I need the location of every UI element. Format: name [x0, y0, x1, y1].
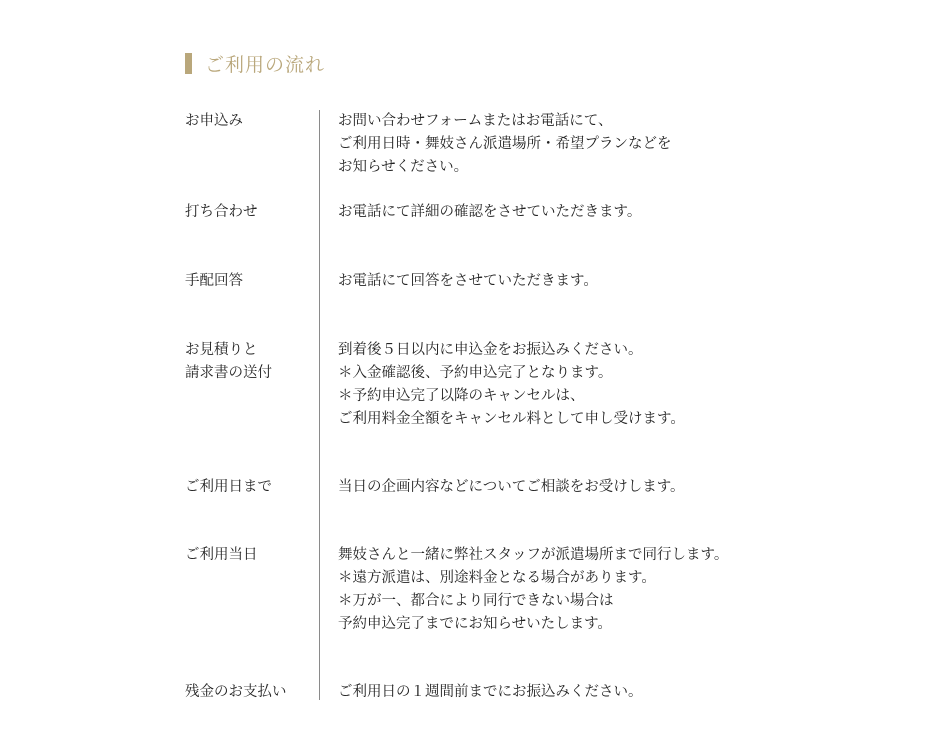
- section-title: ご利用の流れ: [205, 53, 326, 76]
- step-description: お問い合わせフォームまたはお電話にて、 ご利用日時・舞妓さん派遣場所・希望プランなどを お知らせください。: [338, 113, 672, 175]
- step-description: 舞妓さんと一緒に弊社スタッフが派遣場所まで同行します。 ＊遠方派遣は、別途料金となる場合があります。 ＊万が一、都合により同行できない場合は 予約申込完了までにお知らせいたします。: [338, 547, 729, 632]
- step-label: ご利用日まで: [185, 479, 272, 495]
- step-label: 手配回答: [185, 273, 243, 289]
- header-accent-bar: [185, 53, 192, 74]
- step-label: お申込み: [185, 113, 243, 129]
- step-description: 到着後５日以内に申込金をお振込みください。 ＊入金確認後、予約申込完了となります。 ＊予約申込完了以降のキャンセルは、 ご利用料金全額をキャンセル料として申し受けます。: [338, 342, 685, 427]
- step-label: 残金のお支払い: [185, 684, 287, 700]
- step-description: 当日の企画内容などについてご相談をお受けします。: [338, 479, 685, 495]
- step-description: お電話にて回答をさせていただきます。: [338, 273, 598, 289]
- step-description: お電話にて詳細の確認をさせていただきます。: [338, 204, 642, 220]
- step-label: ご利用当日: [185, 547, 258, 563]
- step-label: お見積りと 請求書の送付: [185, 342, 272, 381]
- step-description: ご利用日の１週間前までにお振込みください。: [338, 684, 643, 700]
- timeline-divider: [319, 110, 320, 700]
- section-header: [185, 52, 325, 74]
- step-label: 打ち合わせ: [185, 204, 258, 220]
